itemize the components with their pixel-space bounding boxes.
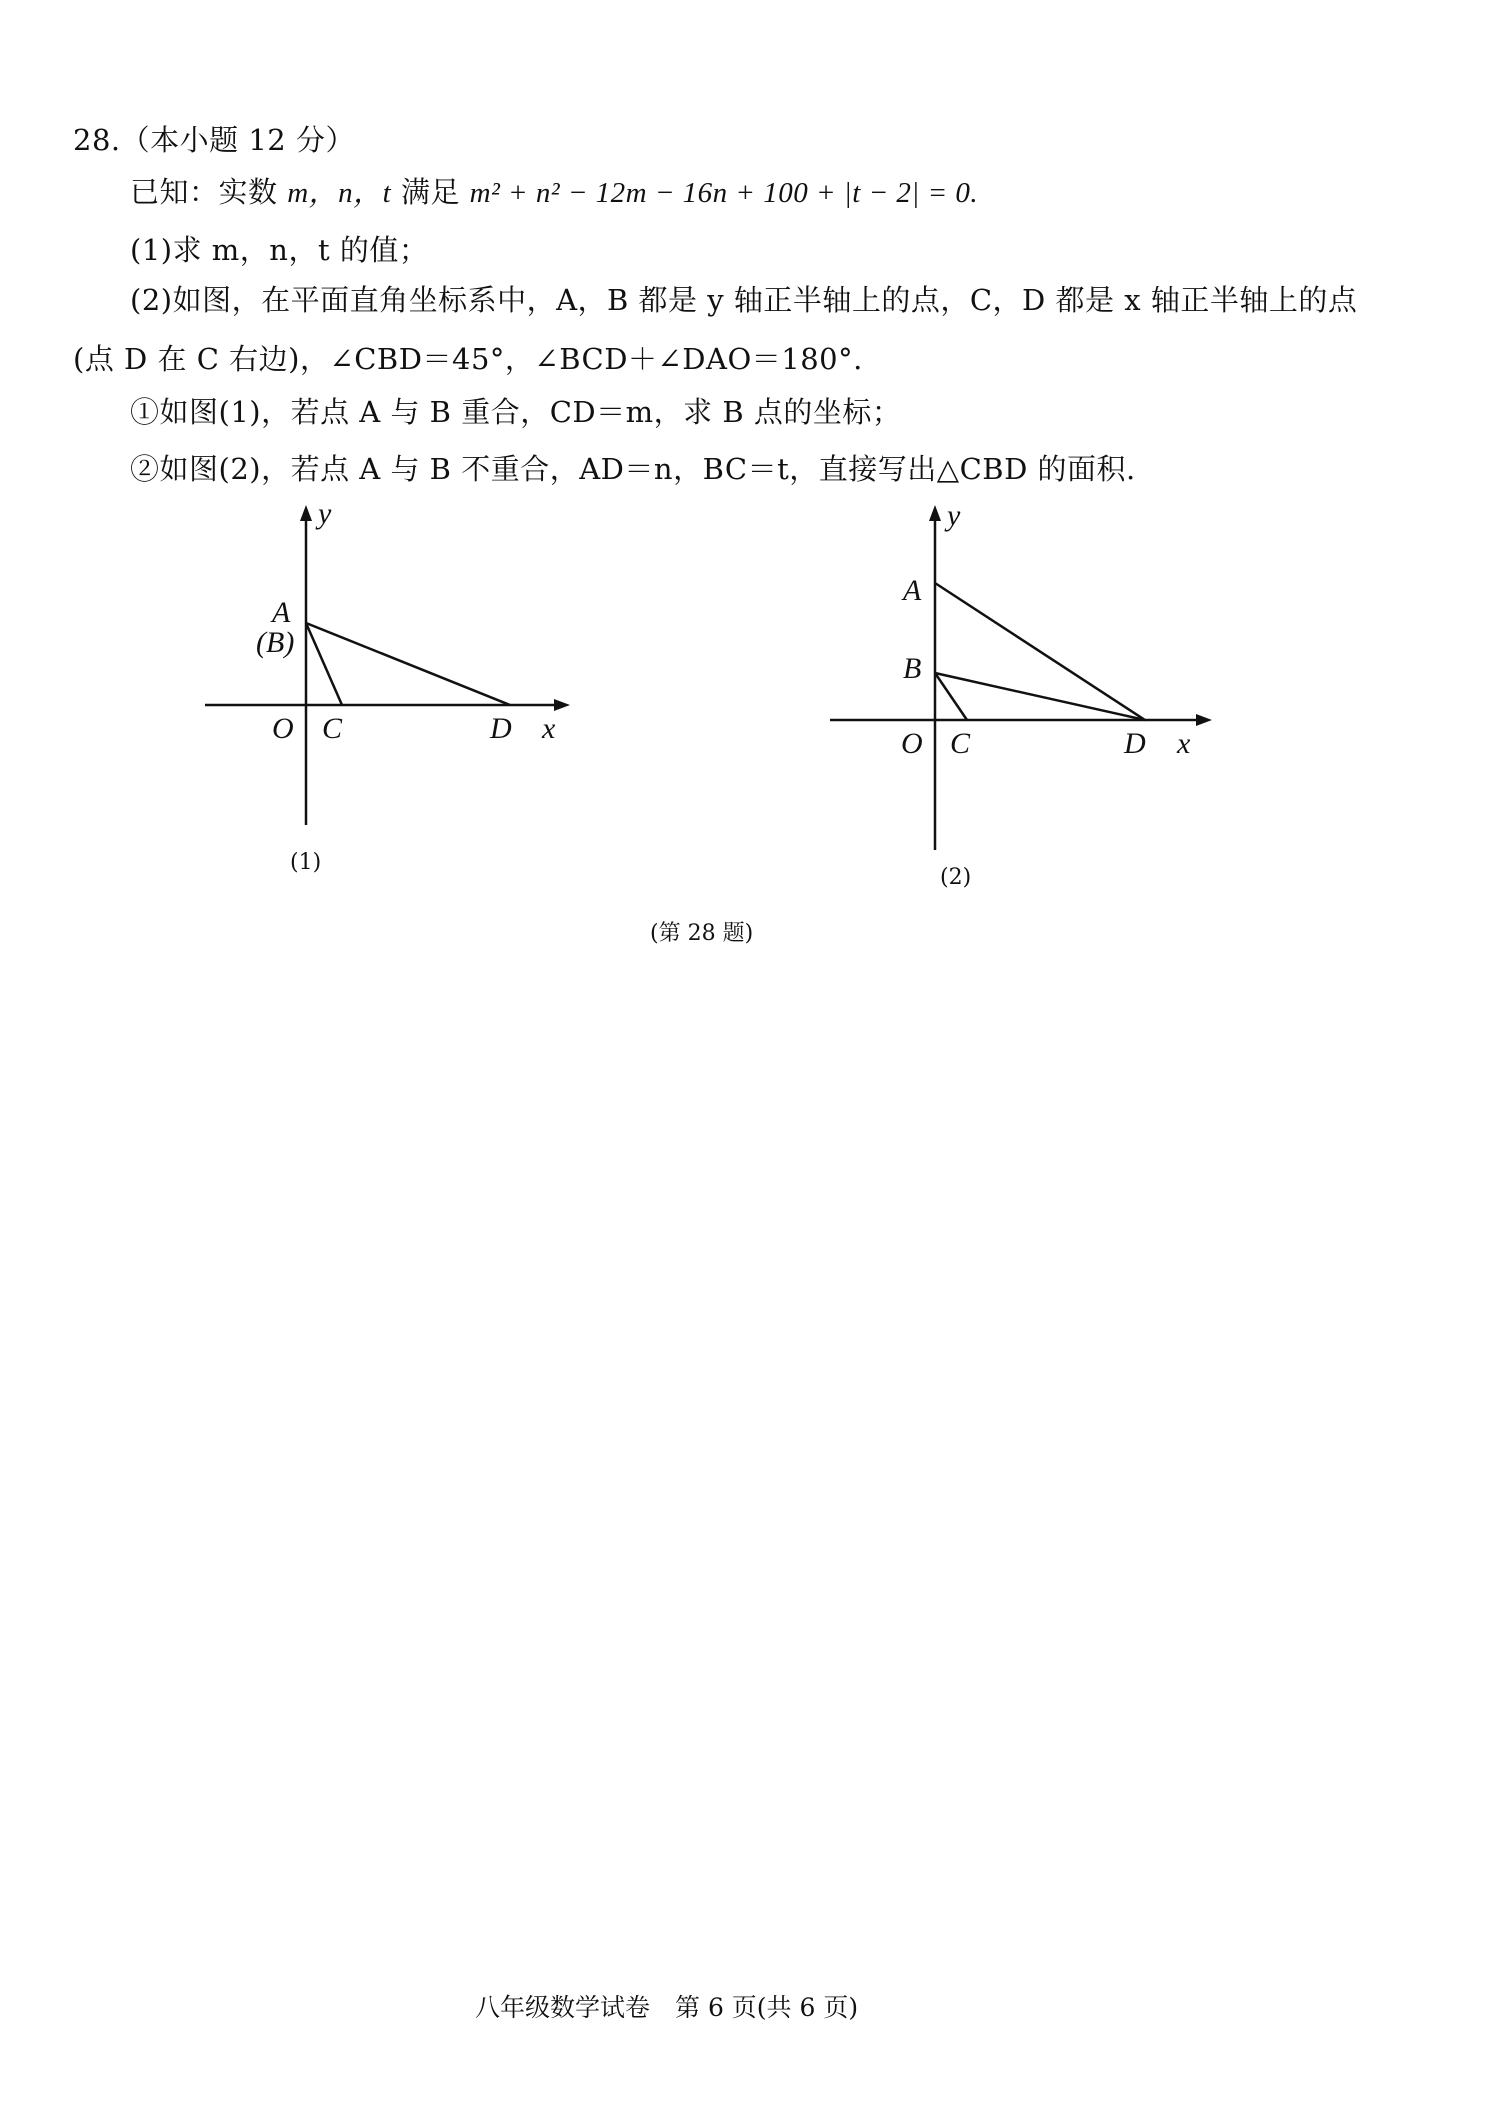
given-vars: m，n，t [287, 177, 392, 209]
fig2-label-x: x [1177, 727, 1191, 760]
fig2-segment-bd [935, 673, 1145, 720]
given-equation: m² + n² − 12m − 16n + 100 + |t − 2| = 0. [469, 177, 979, 209]
given-prefix: 已知：实数 [130, 175, 288, 209]
fig2-segment-ad [935, 583, 1145, 720]
question-given-line [130, 170, 978, 211]
figure-caption: (第 28 题) [650, 921, 754, 946]
figure-1-caption: (1) [290, 850, 322, 875]
fig1-label-a: A [272, 596, 291, 629]
figure-2-diagram [820, 495, 1240, 865]
sub-question-1: ①如图(1)，若点 A 与 B 重合，CD＝m，求 B 点的坐标； [130, 395, 902, 429]
figure-1-diagram [190, 495, 590, 835]
fig1-x-arrow [554, 699, 570, 711]
fig2-x-arrow [1196, 714, 1212, 726]
fig1-label-d: D [490, 712, 512, 745]
fig2-label-c: C [950, 727, 971, 760]
fig2-y-arrow [929, 505, 941, 521]
page-footer: 八年级数学试卷 第 6 页(共 6 页) [475, 1993, 859, 2022]
sub-question-2: ②如图(2)，若点 A 与 B 不重合，AD＝n，BC＝t，直接写出△CBD 的面积. [130, 452, 1136, 486]
fig2-label-b: B [903, 652, 922, 685]
fig2-label-o: O [901, 727, 923, 760]
given-mid: 满足 [391, 175, 470, 209]
fig1-label-x: x [542, 712, 556, 745]
fig1-label-b: (B) [256, 626, 295, 659]
fig1-y-arrow [300, 505, 312, 521]
part1-text: (1)求 m，n，t 的值； [130, 233, 429, 267]
fig1-label-c: C [322, 712, 343, 745]
fig1-label-o: O [272, 712, 294, 745]
fig2-label-y: y [947, 499, 961, 532]
question-header: 28.（本小题 12 分） [73, 123, 355, 157]
figure-2-caption: (2) [940, 865, 972, 890]
part2-text-line2: (点 D 在 C 右边)，∠CBD＝45°，∠BCD＋∠DAO＝180°. [73, 342, 863, 376]
fig2-label-d: D [1124, 727, 1146, 760]
part2-text-line1: (2)如图，在平面直角坐标系中，A，B 都是 y 轴正半轴上的点，C，D 都是 x 轴正半轴上的点 [130, 283, 1358, 317]
fig1-label-y: y [318, 497, 332, 530]
fig2-label-a: A [903, 574, 922, 607]
